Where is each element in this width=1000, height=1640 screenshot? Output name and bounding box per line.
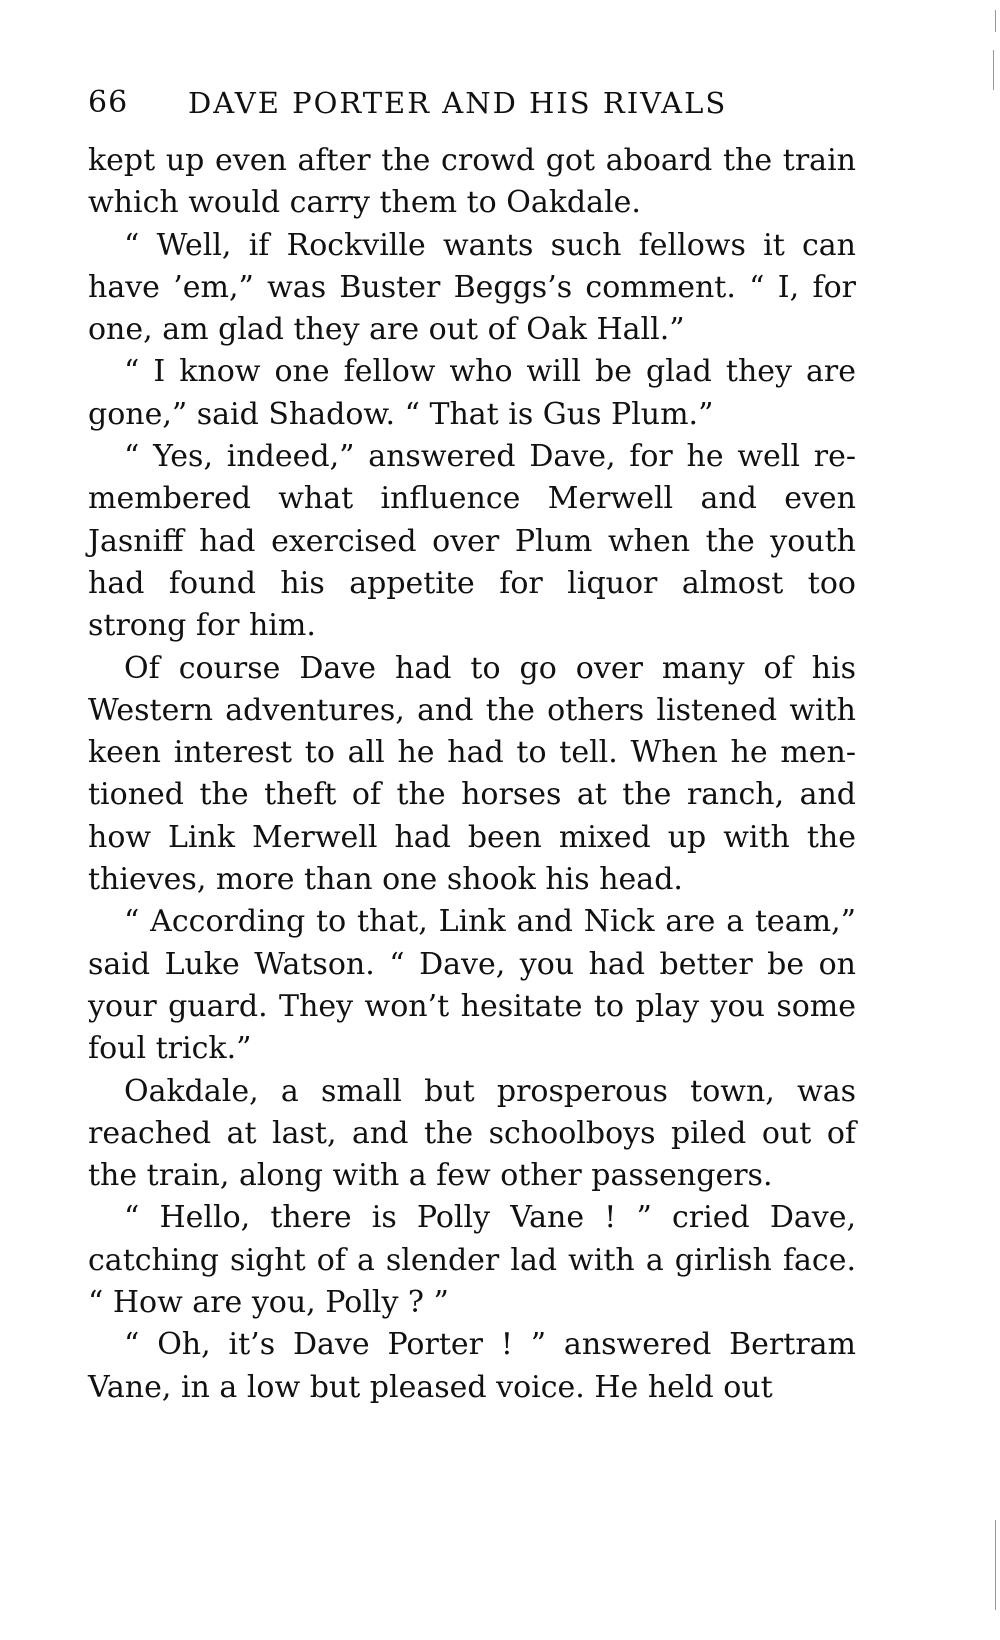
paragraph: “ Hello, there is Polly Vane ! ” cried Dave, catching sight of a slender lad with a girlish face. “ How are you, Polly ? ” [88, 1200, 856, 1321]
paragraph: “ I know one fellow who will be glad they are gone,” said Shadow. “ That is Gus Plum.” [88, 354, 856, 432]
paragraph: kept up even after the crowd got aboard the train which would carry them to Oakdale. [88, 143, 856, 221]
paragraph: “ Yes, indeed,” answered Dave, for he well re-membered what influence Merwell and even Jasniff had exercised over Plum when the youth had found his appetite for liquor almost too strong for him. [88, 439, 856, 644]
scan-edge-mark [993, 50, 994, 90]
paragraph: “ Well, if Rockville wants such fellows it can have ’em,” was Buster Beggs’s comment. “ I, for one, am glad they are out of Oak Hall.” [88, 227, 856, 348]
paragraph: “ According to that, Link and Nick are a team,” said Luke Watson. “ Dave, you had better be on your guard. They won’t hesitate to play you some foul trick.” [88, 904, 856, 1067]
paragraph: “ Oh, it’s Dave Porter ! ” answered Bertram Vane, in a low but pleased voice. He held out [88, 1327, 856, 1405]
page-number: 66 [88, 85, 129, 120]
running-title: DAVE PORTER AND HIS RIVALS [188, 86, 728, 120]
paragraph: Oakdale, a small but prosperous town, was reached at last, and the schoolboys piled out of the train, along with a few other passengers. [88, 1073, 856, 1194]
paragraph: Of course Dave had to go over many of his Western adventures, and the others listened with keen interest to all he had to tell. When he men-tioned the theft of the horses at the ranch, and how Link Merwell had been mixed up with the thieves, more than one shook his head. [88, 650, 856, 898]
scan-edge-mark [995, 1520, 996, 1610]
scan-edge-mark [995, 10, 996, 32]
body-text [88, 140, 856, 1409]
page-header [88, 78, 888, 128]
